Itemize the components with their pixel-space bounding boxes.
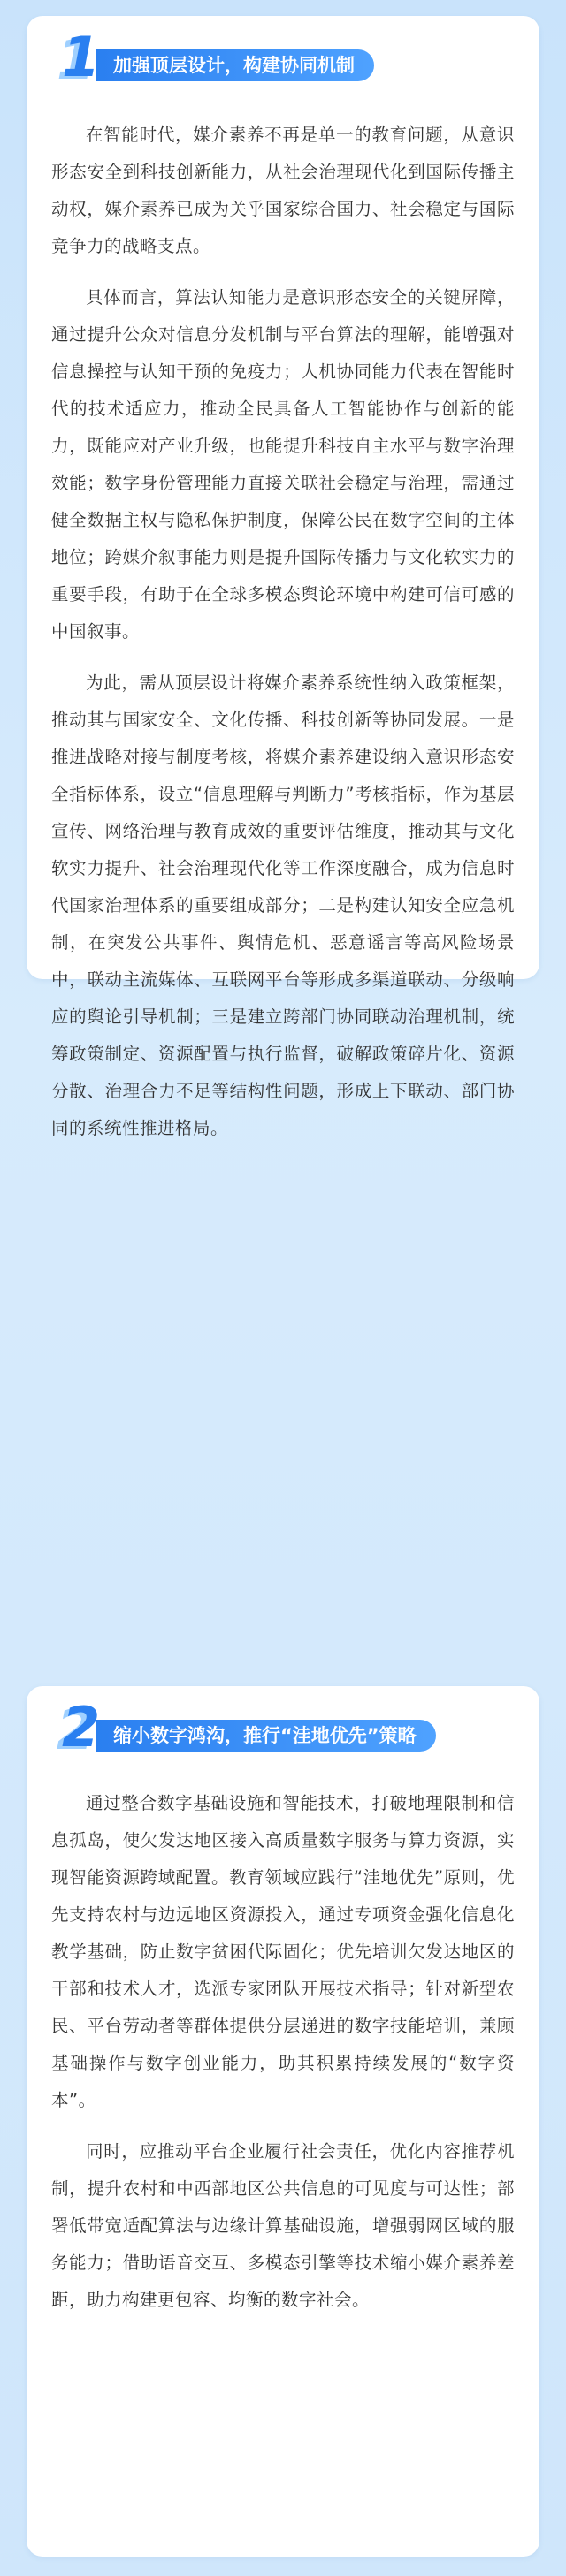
section-card-2: [27, 1686, 539, 2557]
section-title-2: 缩小数字鸿沟，推行“洼地优先”策略: [96, 1720, 436, 1752]
section-number-2: 2: [62, 1695, 101, 1759]
section-number-1: 1: [62, 25, 101, 89]
section-2-paragraph-1: 通过整合数字基础设施和智能技术，打破地理限制和信息孤岛，使欠发达地区接入高质量数字服务与算力资源，实现智能资源跨域配置。教育领域应践行“洼地优先”原则，优先支持农村与边远地区资源投入，通过专项资金强化信息化教学基础，防止数字贫困代际固化；优先培训欠发达地区的干部和技术人才，选派专家团队开展技术指导；针对新型农民、平台劳动者等群体提供分层递进的数字技能培训，兼顾基础操作与数字创业能力，助其积累持续发展的“数字资本”。: [51, 1793, 515, 2110]
section-header-2: [51, 1695, 515, 1767]
section-1-paragraph-2: 具体而言，算法认知能力是意识形态安全的关键屏障，通过提升公众对信息分发机制与平台算法的理解，能增强对信息操控与认知干预的免疫力；人机协同能力代表在智能时代的技术适应力，推动全民具备人工智能协作与创新的能力，既能应对产业升级，也能提升科技自主水平与数字治理效能；数字身份管理能力直接关联社会稳定与治理，需通过健全数据主权与隐私保护制度，保障公民在数字空间的主体地位；跨媒介叙事能力则是提升国际传播力与文化软实力的重要手段，有助于在全球多模态舆论环境中构建可信可感的中国叙事。: [51, 287, 515, 642]
section-1-paragraph-3: 为此，需从顶层设计将媒介素养系统性纳入政策框架，推动其与国家安全、文化传播、科技创新等协同发展。一是推进战略对接与制度考核，将媒介素养建设纳入意识形态安全指标体系，设立“信息理解与判断力”考核指标，作为基层宣传、网络治理与教育成效的重要评估维度，推动其与文化软实力提升、社会治理现代化等工作深度融合，成为信息时代国家治理体系的重要组成部分；二是构建认知安全应急机制，在突发公共事件、舆情危机、恶意谣言等高风险场景中，联动主流媒体、互联网平台等形成多渠道联动、分级响应的舆论引导机制；三是建立跨部门协同联动治理机制，统筹政策制定、资源配置与执行监督，破解政策碎片化、资源分散、治理合力不足等结构性问题，形成上下联动、部门协同的系统性推进格局。: [51, 672, 515, 1138]
section-header-1: [51, 25, 515, 97]
section-1-paragraph-1: 在智能时代，媒介素养不再是单一的教育问题，从意识形态安全到科技创新能力，从社会治理现代化到国际传播主动权，媒介素养已成为关乎国家综合国力、社会稳定与国际竞争力的战略支点。: [51, 125, 515, 256]
section-title-1: 加强顶层设计，构建协同机制: [96, 49, 374, 81]
section-2-paragraph-2: 同时，应推动平台企业履行社会责任，优化内容推荐机制，提升农村和中西部地区公共信息的可见度与可达性；部署低带宽适配算法与边缘计算基础设施，增强弱网区域的服务能力；借助语音交互、多模态引擎等技术缩小媒介素养差距，助力构建更包容、均衡的数字社会。: [51, 2141, 515, 2310]
section-card-1: [27, 16, 539, 1138]
